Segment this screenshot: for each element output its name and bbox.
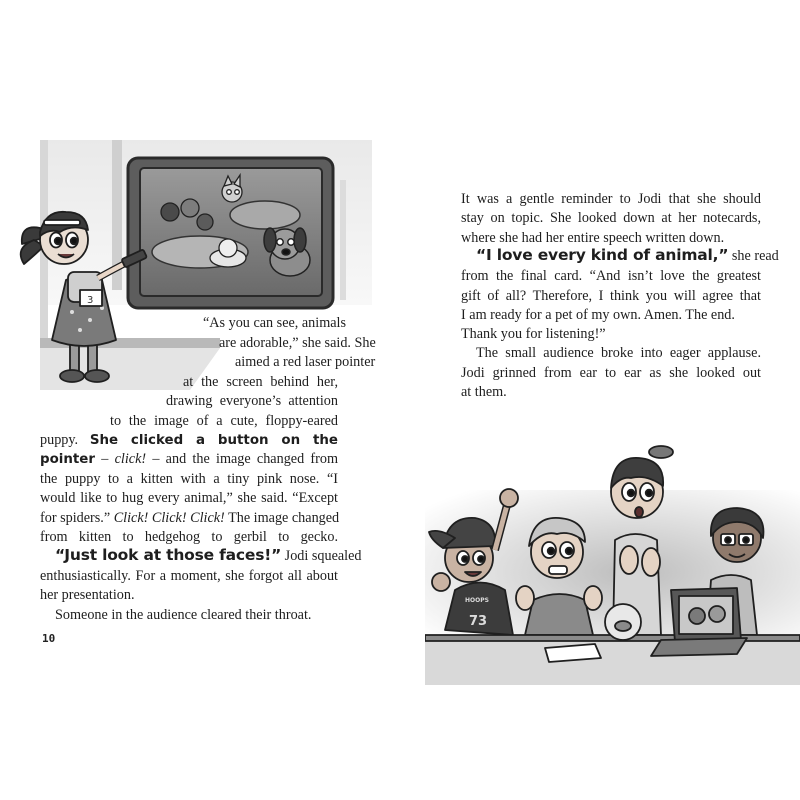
text-line: would like to hug every animal,” she said. “Except	[40, 490, 338, 506]
text-line: It was a gentle reminder to Jodi that she should	[461, 191, 761, 207]
text-line: Thank you for listening!”	[461, 326, 606, 342]
text-line: where she had her entire speech written down.	[461, 230, 725, 246]
text-line: “As you can see, animals	[203, 315, 347, 331]
bold-emphasis: pointer	[40, 452, 95, 467]
handwritten-quote: “I love every kind of animal,”	[476, 246, 729, 264]
text-run: Jodi squealed	[281, 548, 362, 564]
text-line: aimed a red laser pointer	[235, 354, 376, 370]
text-line	[40, 430, 338, 451]
notecard-star-text: 3	[87, 295, 94, 306]
text-line: I am ready for a pet of my own. Amen. The end.	[461, 307, 735, 323]
text-line: The small audience broke into eager applause.	[476, 345, 761, 361]
text-line: the puppy to a kitten with a tiny pink nose. “I	[40, 471, 338, 487]
text-line: Someone in the audience cleared their throat.	[55, 607, 312, 623]
handwritten-quote: “Just look at those faces!”	[55, 546, 282, 564]
text-run: she read	[728, 248, 779, 264]
text-line: to the image of a cute, floppy-eared	[110, 413, 338, 429]
bold-emphasis: She clicked a button on the	[89, 433, 338, 448]
text-run: for spiders.”	[40, 510, 114, 526]
text-line	[55, 545, 362, 566]
page-number: 10	[42, 632, 56, 645]
text-line: are adorable,” she said. She	[219, 335, 376, 351]
jersey-team: HOOPS	[465, 597, 489, 604]
text-run: puppy.	[40, 432, 79, 448]
text-line: at the screen behind her,	[183, 374, 338, 390]
text-line: gift of all? Therefore, I think you will agree that	[461, 288, 761, 304]
text-line: from kitten to hedgehog to gerbil to gecko.	[40, 529, 338, 545]
sound-effect: Click! Click! Click!	[113, 510, 225, 526]
text-line: her presentation.	[40, 587, 135, 603]
text-run: The image changed	[224, 510, 340, 526]
text-line	[40, 508, 338, 528]
text-run: – and the image changed from	[146, 451, 339, 467]
text-line: drawing everyone’s attention	[166, 393, 338, 409]
text-line: stay on topic. She looked down at her notecards,	[461, 210, 761, 226]
text-line	[40, 449, 338, 470]
audience-applause-illustration	[425, 430, 800, 685]
tv-monitor	[128, 158, 333, 308]
text-line: from the final card. “And isn’t love the greatest	[461, 268, 761, 284]
text-line: Jodi grinned from ear to ear as she looked out	[461, 365, 761, 381]
text-run: –	[95, 451, 115, 467]
sound-effect: click!	[114, 451, 147, 467]
text-line: at them.	[461, 384, 507, 400]
text-line: enthusiastically. For a moment, she forgot all about	[40, 568, 338, 584]
jersey-number: 73	[469, 614, 488, 629]
text-line	[476, 245, 779, 266]
